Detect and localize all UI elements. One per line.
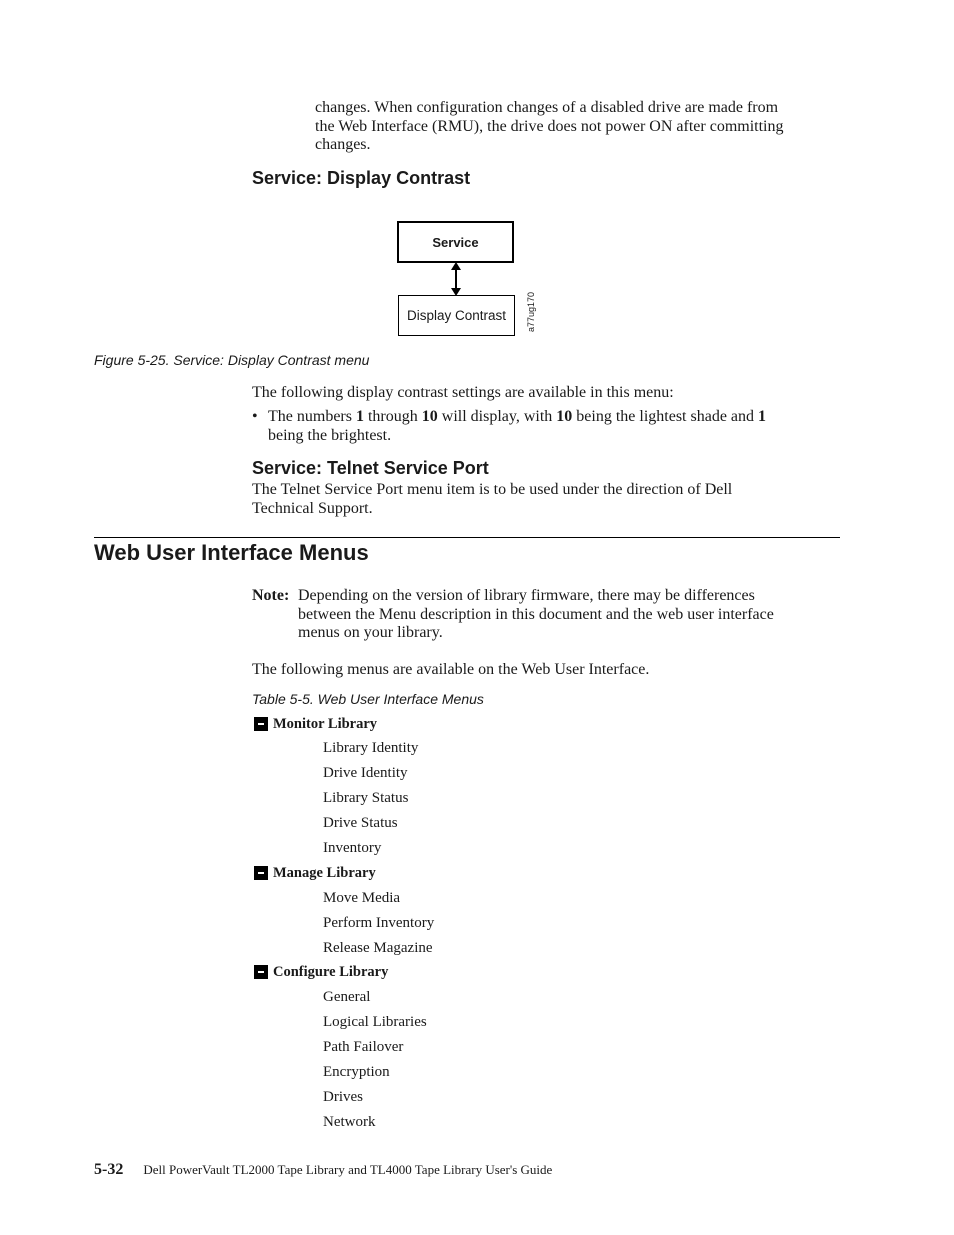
note-text xyxy=(298,587,858,643)
intro-line-2: the Web Interface (RMU), the drive does not power ON after committing xyxy=(315,117,784,135)
display-contrast-lead: The following display contrast settings are available in this menu: xyxy=(252,384,674,401)
telnet-heading: Service: Telnet Service Port xyxy=(252,458,489,478)
menu-item: Network xyxy=(323,1114,376,1130)
menu-item: General xyxy=(323,989,371,1005)
category-label: Monitor Library xyxy=(273,715,378,732)
bullet-line-2: being the brightest. xyxy=(268,426,392,444)
menu-item: Drive Status xyxy=(323,815,398,831)
telnet-line-2: Technical Support. xyxy=(252,499,373,517)
minus-box-icon xyxy=(254,866,268,880)
page-number: 5-32 xyxy=(94,1161,124,1178)
note-label: Note: xyxy=(252,587,290,604)
menu-category-monitor-library xyxy=(254,714,377,734)
web-ui-lead: The following menus are available on the Web User Interface. xyxy=(252,661,650,678)
menu-item: Drive Identity xyxy=(323,765,408,781)
diagram-display-contrast-label: Display Contrast xyxy=(406,308,507,323)
display-contrast-heading: Service: Display Contrast xyxy=(252,168,471,188)
menu-item: Drives xyxy=(323,1089,363,1105)
menu-item: Path Failover xyxy=(323,1039,404,1055)
telnet-paragraph xyxy=(252,481,852,518)
menu-item: Library Status xyxy=(323,790,409,806)
menu-item: Perform Inventory xyxy=(323,915,435,931)
diagram-service-box xyxy=(397,221,514,263)
note-line-1: Depending on the version of library firmware, there may be differences xyxy=(298,587,755,604)
intro-line-3: changes. xyxy=(315,136,371,154)
web-ui-menus-heading: Web User Interface Menus xyxy=(94,540,369,565)
minus-box-icon xyxy=(254,717,268,731)
diagram-display-contrast-box xyxy=(398,295,515,336)
intro-line-1: changes. When configuration changes of a disabled drive are made from xyxy=(315,99,779,116)
bullet-text xyxy=(252,408,842,445)
note-line-2: between the Menu description in this document and the web user interface xyxy=(298,605,774,623)
minus-box-icon xyxy=(254,965,268,979)
contrast-bullet-item xyxy=(252,408,842,445)
note-line-3: menus on your library. xyxy=(298,624,443,642)
intro-paragraph xyxy=(315,99,855,155)
menu-item: Library Identity xyxy=(323,740,419,756)
telnet-line-1: The Telnet Service Port menu item is to be used under the direction of Dell xyxy=(252,481,733,498)
category-label: Manage Library xyxy=(273,864,376,881)
bullet-marker: • xyxy=(252,408,258,425)
menu-category-configure-library xyxy=(254,962,388,982)
menu-item: Move Media xyxy=(323,890,401,906)
figure-caption: Figure 5-25. Service: Display Contrast menu xyxy=(94,352,370,368)
table-caption: Table 5-5. Web User Interface Menus xyxy=(252,691,484,707)
section-divider xyxy=(94,537,840,538)
footer-title: Dell PowerVault TL2000 Tape Library and TL4000 Tape Library User's Guide xyxy=(143,1162,553,1177)
menu-item: Inventory xyxy=(323,840,382,856)
bullet-line-1: The numbers 1 through 10 will display, with 10 being the lightest shade and 1 xyxy=(268,408,767,425)
menu-item: Release Magazine xyxy=(323,940,433,956)
figure-id-label: a77ug170 xyxy=(526,291,536,333)
diagram-service-label: Service xyxy=(432,234,479,250)
category-label: Configure Library xyxy=(273,963,389,980)
menu-item: Logical Libraries xyxy=(323,1014,427,1030)
diagram-bidirectional-arrow xyxy=(449,262,463,296)
menu-item: Encryption xyxy=(323,1064,390,1080)
page-footer xyxy=(94,1161,552,1179)
menu-category-manage-library xyxy=(254,863,376,883)
